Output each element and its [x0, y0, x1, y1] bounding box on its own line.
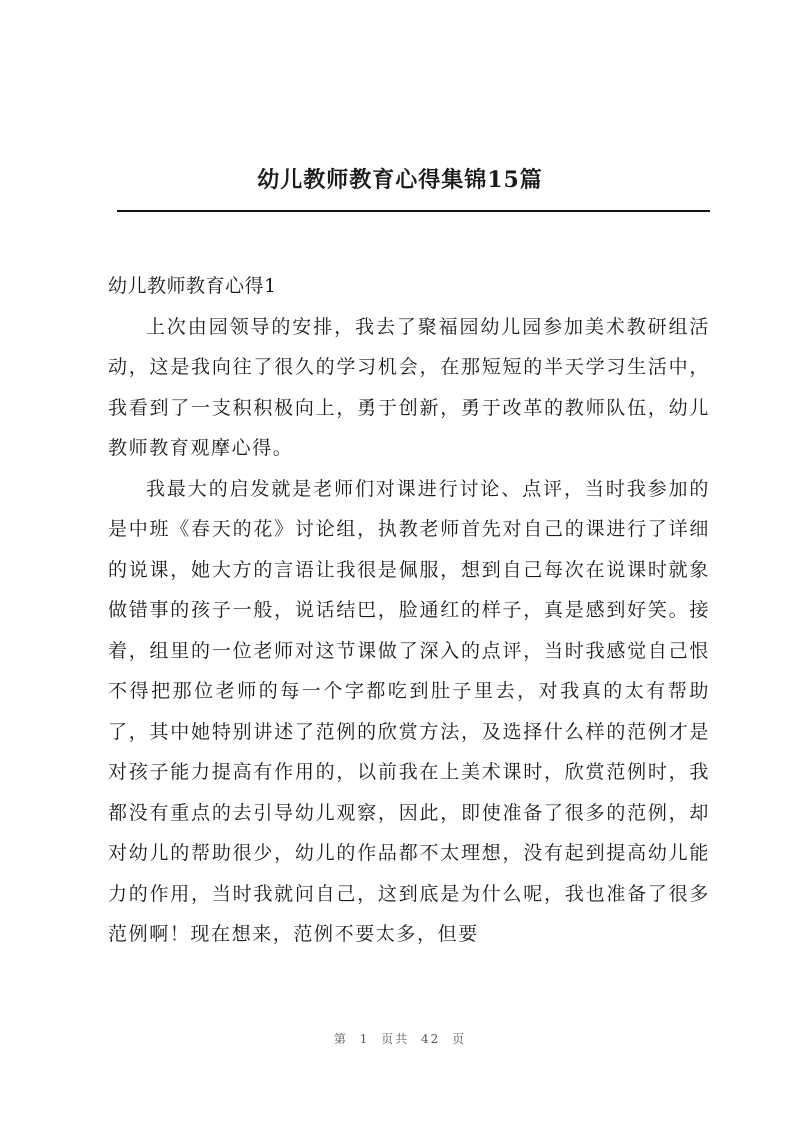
body-paragraph: 上次由园领导的安排，我去了聚福园幼儿园参加美术教研组活动，这是我向往了很久的学习机会，在那短短的半天学习生活中，我看到了一支积积极向上，勇于创新，勇于改革的教师队伍，幼儿教师教育观摩心得。	[108, 315, 710, 459]
body-paragraph: 我最大的启发就是老师们对课进行讨论、点评，当时我参加的是中班《春天的花》讨论组，执教老师首先对自己的课进行了详细的说课，她大方的言语让我很是佩服，想到自己每次在说课时就象做错事的孩子一般，说话结巴，脸通红的样子，真是感到好笑。接着，组里的一位老师对这节课做了深入的点评，当时我感觉自己恨不得把那位老师的每一个字都吃到肚子里去，对我真的太有帮助了，其中她特别讲述了范例的欣赏方法，及选择什么样的范例才是对孩子能力提高有作用的，以前我在上美术课时，欣赏范例时，我都没有重点的去引导幼儿观察，因此，即使准备了很多的范例，却对幼儿的帮助很少，幼儿的作品都不太理想，没有起到提高幼儿能力的作用，当时我就问自己，这到底是为什么呢，我也准备了很多范例啊！现在想来，范例不要太多，但要	[108, 477, 710, 945]
section-heading: 幼儿教师教育心得1	[108, 275, 277, 297]
page-number-footer: 第 1 页共 42 页	[333, 1032, 467, 1046]
title-divider	[117, 210, 710, 212]
document-body	[108, 266, 710, 955]
document-title: 幼儿教师教育心得集锦15篇	[257, 167, 543, 193]
